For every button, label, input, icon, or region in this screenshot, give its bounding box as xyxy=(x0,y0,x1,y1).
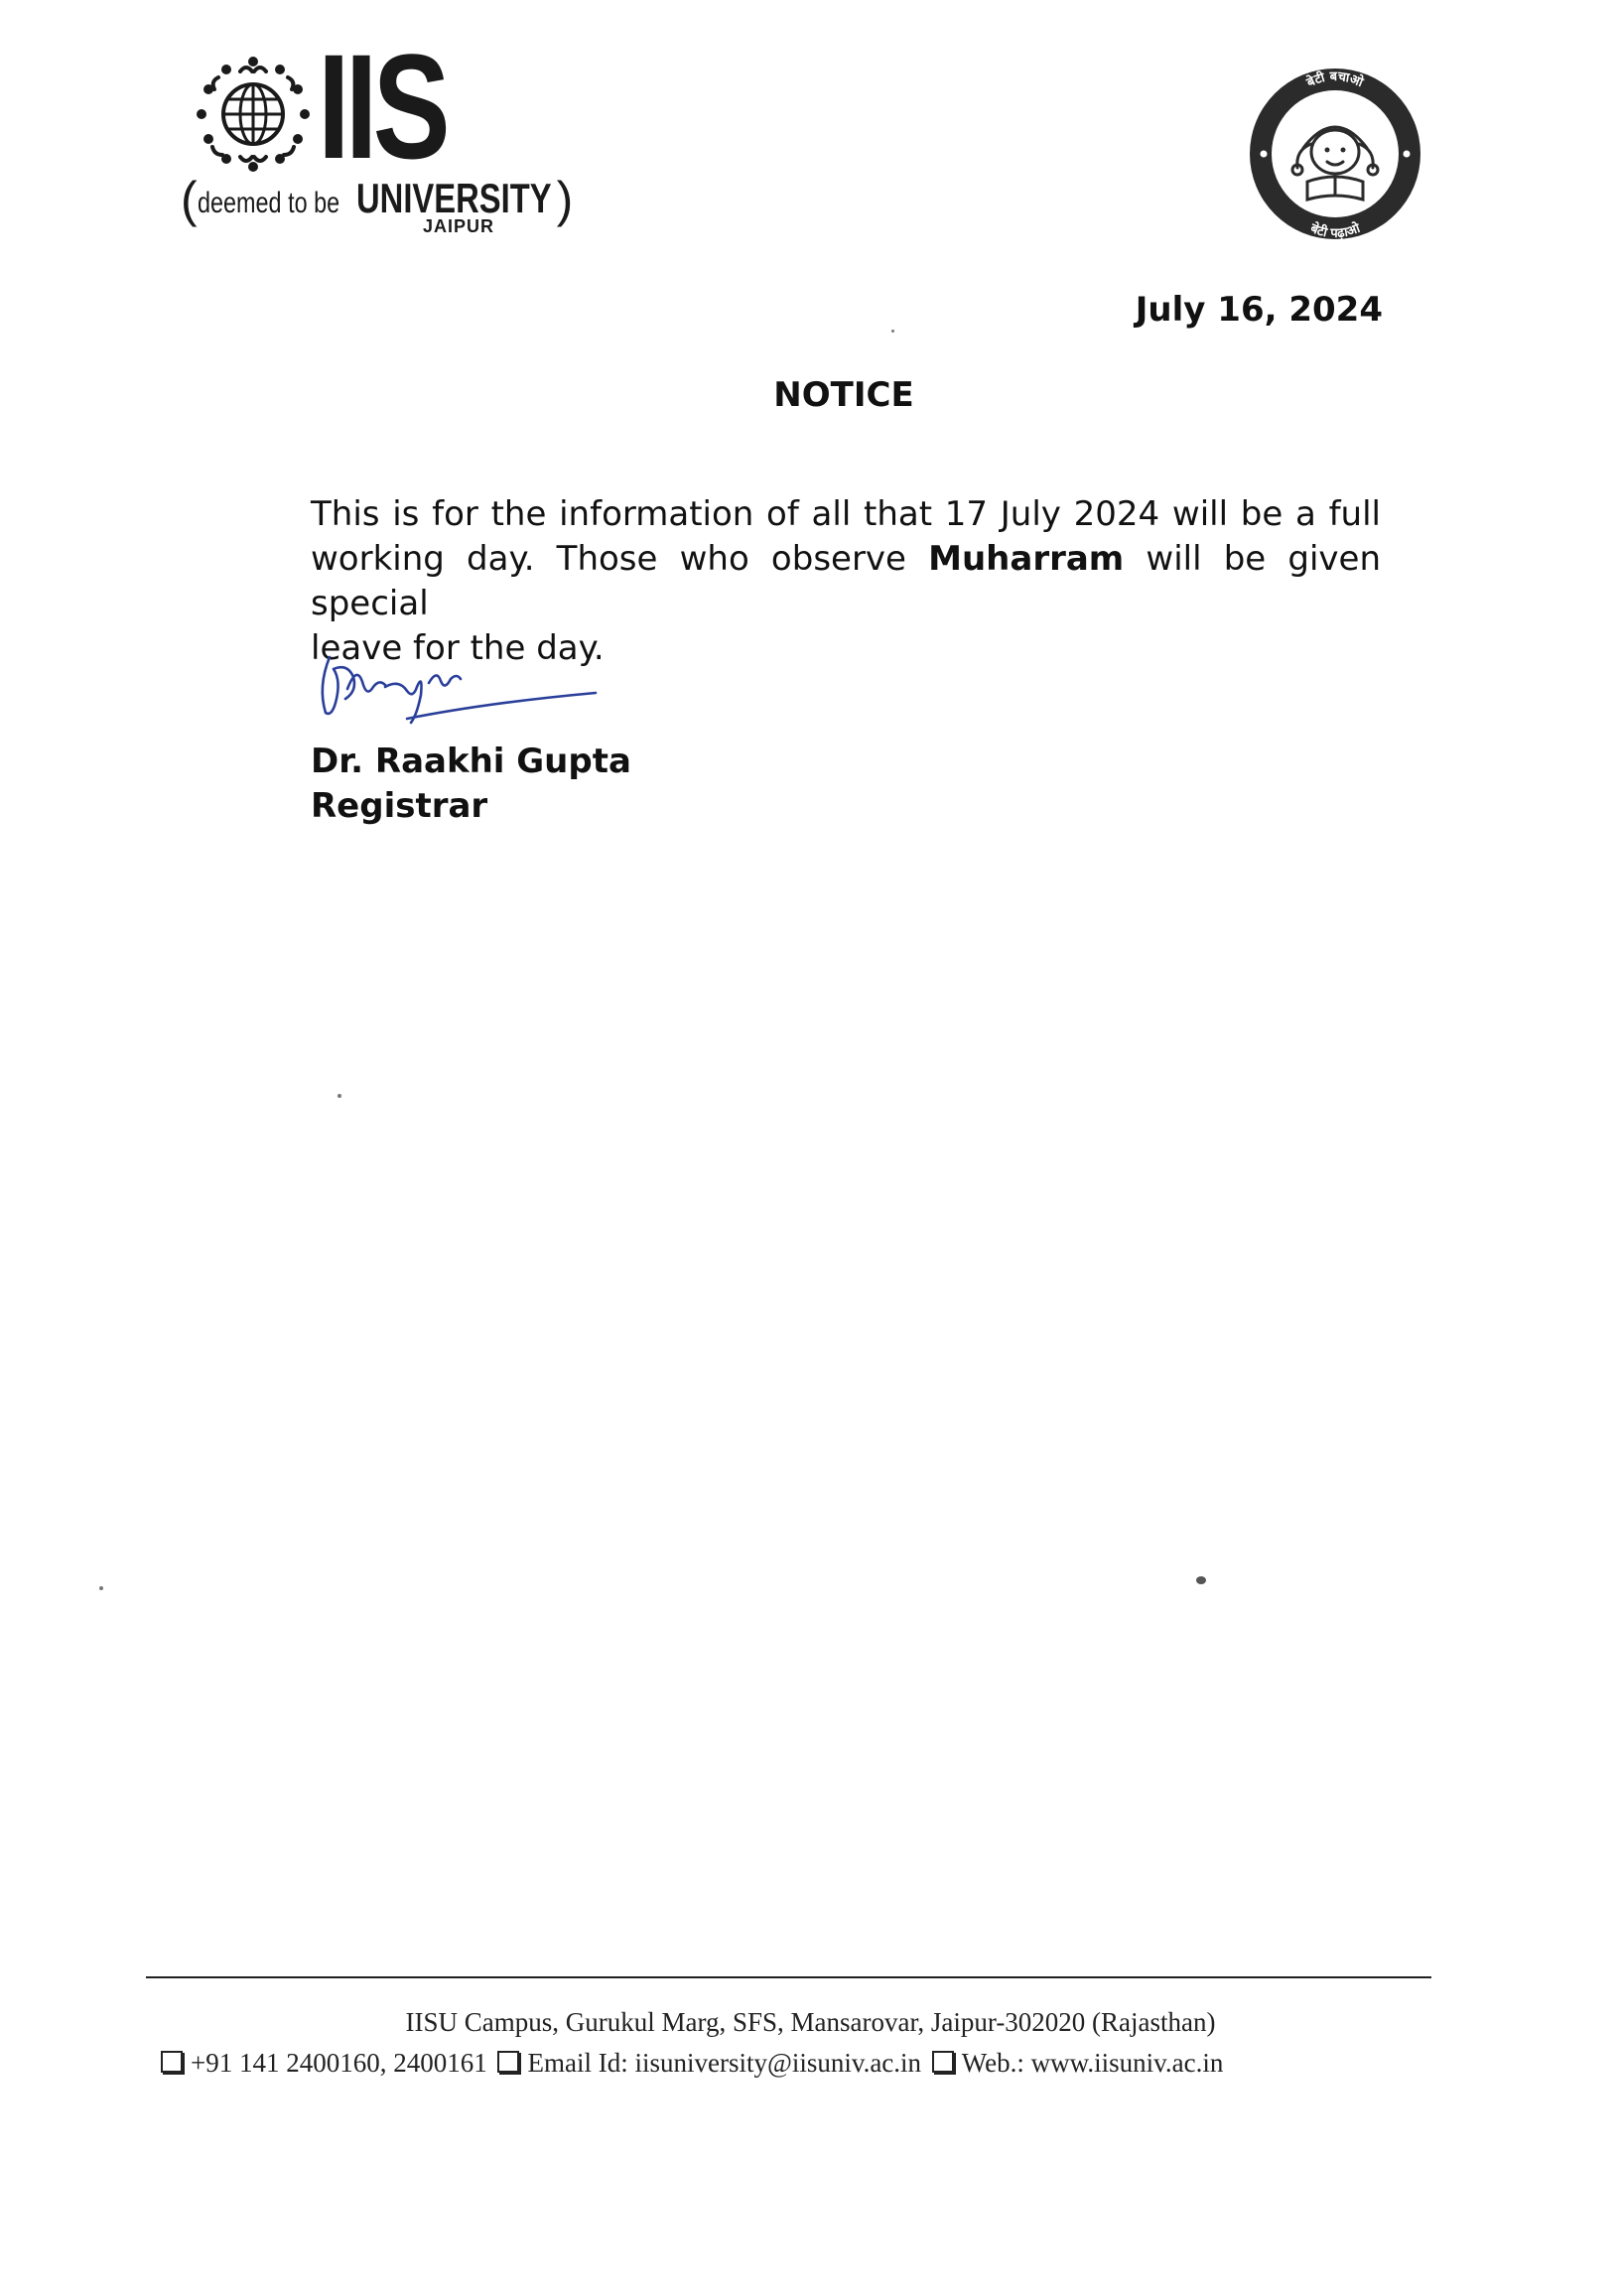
notice-body-line-2 xyxy=(311,537,1381,626)
signer-name: Dr. Raakhi Gupta xyxy=(311,742,631,781)
square-bullet-icon xyxy=(497,2051,519,2073)
scan-speck xyxy=(99,1586,103,1590)
globe-emblem-icon xyxy=(189,50,318,179)
notice-body-line-2-start: working day. Those who observe xyxy=(311,539,929,579)
notice-body xyxy=(311,492,1381,671)
scan-speck xyxy=(338,1094,341,1098)
logo-tagline-main: UNIVERSITY xyxy=(355,175,552,221)
square-bullet-icon xyxy=(161,2051,183,2073)
notice-body-highlight: Muharram xyxy=(928,539,1125,579)
footer-address: IISU Campus, Gurukul Marg, SFS, Mansarovar, Jaipur-302020 (Rajasthan) xyxy=(405,2007,1216,2037)
footer-contact xyxy=(157,2048,1223,2079)
footer-phone: +91 141 2400160, 2400161 xyxy=(191,2048,487,2078)
signer-title: Registrar xyxy=(311,786,488,826)
notice-body-line-3: leave for the day. xyxy=(311,628,605,668)
beti-bachao-seal-icon xyxy=(1246,65,1424,243)
logo-tagline-prefix: deemed to be xyxy=(197,187,339,219)
scan-speck xyxy=(891,330,894,333)
logo-tagline: (deemed to be UNIVERSITY ) xyxy=(181,172,574,227)
footer-divider xyxy=(146,1976,1431,1978)
logo-location: JAIPUR xyxy=(423,216,495,236)
notice-title: NOTICE xyxy=(773,375,914,415)
notice-body-line-1: This is for the information of all that 17 July 2024 will be a full xyxy=(311,494,1381,534)
footer-email: Email Id: iisuniversity@iisuniv.ac.in xyxy=(527,2048,922,2078)
footer-web: Web.: www.iisuniv.ac.in xyxy=(961,2048,1224,2078)
logo-brand-text: IIS xyxy=(318,23,447,190)
seal-top-text: बेटी बचाओ xyxy=(1304,68,1366,91)
university-logo xyxy=(179,23,574,236)
handwritten-signature xyxy=(308,645,606,725)
square-bullet-icon xyxy=(932,2051,954,2073)
seal-bottom-text: बेटी पढ़ाओ xyxy=(1307,220,1363,242)
scan-speck xyxy=(1196,1576,1206,1584)
notice-body-line-2-end: will be given special xyxy=(311,539,1381,623)
notice-date: July 16, 2024 xyxy=(1135,290,1383,330)
